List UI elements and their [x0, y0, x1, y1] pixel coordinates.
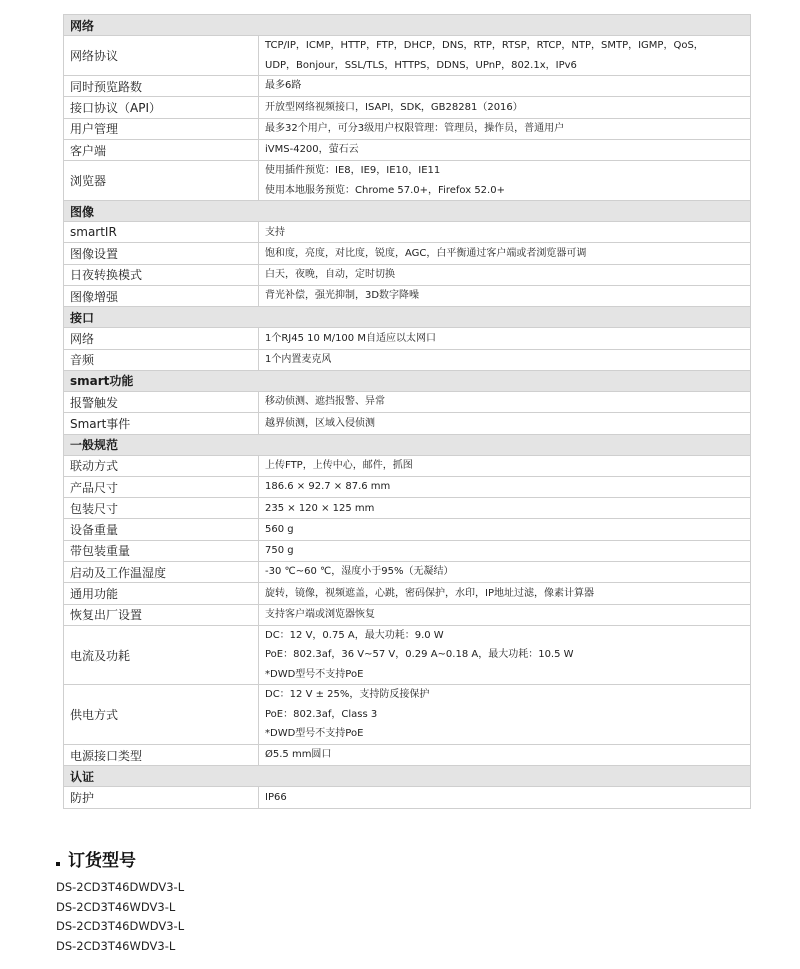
- spec-value-line: 750 g: [265, 545, 294, 557]
- spec-row: [64, 139, 751, 160]
- spec-label: 带包装重量: [64, 540, 259, 561]
- spec-value: [259, 328, 751, 349]
- spec-row: [64, 328, 751, 349]
- section-title: 图像: [64, 201, 751, 222]
- spec-row: [64, 562, 751, 583]
- spec-value-line: *DWD型号不支持PoE: [265, 728, 364, 740]
- spec-label: 供电方式: [64, 685, 259, 745]
- spec-label: smartIR: [64, 222, 259, 243]
- spec-row: [64, 391, 751, 412]
- spec-value-line: 1个RJ45 10 M/100 M自适应以太网口: [265, 332, 436, 344]
- model-item: DS-2CD3T46DWDV3-L: [56, 880, 185, 894]
- model-item: DS-2CD3T46WDV3-L: [56, 938, 176, 953]
- section-title: 网络: [64, 15, 751, 36]
- spec-label: 网络协议: [64, 36, 259, 76]
- spec-value-line: DC：12 V ± 25%，支持防反接保护: [265, 689, 430, 701]
- spec-row: [64, 76, 751, 97]
- spec-value: [259, 519, 751, 540]
- spec-row: [64, 455, 751, 476]
- section-title: 一般规范: [64, 434, 751, 455]
- spec-value-line: 186.6 × 92.7 × 87.6 mm: [265, 481, 391, 493]
- spec-value-line: 白天，夜晚，自动，定时切换: [265, 269, 395, 281]
- spec-value-line: DC：12 V，0.75 A，最大功耗：9.0 W: [265, 629, 444, 641]
- spec-row: [64, 519, 751, 540]
- spec-row: [64, 604, 751, 625]
- section-header-row: [64, 766, 751, 787]
- spec-value-line: 235 × 120 × 125 mm: [265, 502, 375, 514]
- spec-label: 产品尺寸: [64, 476, 259, 497]
- spec-label: 客户端: [64, 139, 259, 160]
- section-header-row: [64, 201, 751, 222]
- spec-label: 日夜转换模式: [64, 264, 259, 285]
- spec-label: 联动方式: [64, 455, 259, 476]
- spec-label: 报警触发: [64, 391, 259, 412]
- spec-value-line: PoE：802.3af，Class 3: [265, 708, 378, 720]
- section-header-row: [64, 434, 751, 455]
- spec-value-line: *DWD型号不支持PoE: [265, 668, 364, 680]
- bullet-icon: [56, 862, 60, 866]
- spec-label: 图像增强: [64, 286, 259, 307]
- section-title: 认证: [64, 766, 751, 787]
- spec-label: 包装尺寸: [64, 498, 259, 519]
- spec-value-line: 开放型网络视频接口，ISAPI，SDK，GB28281（2016）: [265, 101, 523, 113]
- spec-value: [259, 625, 751, 685]
- spec-row: [64, 744, 751, 765]
- spec-value: [259, 391, 751, 412]
- spec-label: 电源接口类型: [64, 744, 259, 765]
- section-header-row: [64, 370, 751, 391]
- spec-label: 启动及工作温湿度: [64, 562, 259, 583]
- spec-value-line: Ø5.5 mm圆口: [265, 749, 332, 761]
- spec-row: [64, 685, 751, 745]
- section-header-row: [64, 307, 751, 328]
- model-list: [56, 878, 184, 956]
- spec-value-line: 支持: [265, 226, 285, 238]
- section-title: smart功能: [64, 370, 751, 391]
- spec-value: [259, 476, 751, 497]
- spec-value-line: 使用本地服务预览：Chrome 57.0+，Firefox 52.0+: [265, 184, 505, 196]
- spec-value: [259, 583, 751, 604]
- spec-value: [259, 139, 751, 160]
- spec-label: 设备重量: [64, 519, 259, 540]
- spec-row: [64, 498, 751, 519]
- spec-row: [64, 161, 751, 201]
- spec-label: 图像设置: [64, 243, 259, 264]
- spec-value: [259, 744, 751, 765]
- spec-row: [64, 787, 751, 808]
- spec-value-line: 背光补偿，强光抑制，3D数字降噪: [265, 290, 420, 302]
- spec-value: [259, 286, 751, 307]
- spec-value-line: PoE：802.3af，36 V~57 V，0.29 A~0.18 A，最大功耗：10.5 W: [265, 649, 574, 661]
- spec-value-line: 最多32个用户，可分3级用户权限管理：管理员，操作员，普通用户: [265, 122, 565, 134]
- spec-row: [64, 286, 751, 307]
- spec-value: [259, 243, 751, 264]
- spec-value: [259, 498, 751, 519]
- spec-value-line: 旋转，镜像，视频遮盖，心跳，密码保护，水印，IP地址过滤，像素计算器: [265, 587, 594, 599]
- spec-value: [259, 455, 751, 476]
- spec-row: [64, 540, 751, 561]
- spec-row: [64, 583, 751, 604]
- spec-value-line: 越界侦测，区域入侵侦测: [265, 417, 375, 429]
- spec-value: [259, 787, 751, 808]
- spec-table: [63, 14, 751, 809]
- spec-label: 恢复出厂设置: [64, 604, 259, 625]
- spec-value: [259, 349, 751, 370]
- spec-value-line: 支持客户端或浏览器恢复: [265, 609, 375, 621]
- order-heading: [56, 848, 184, 874]
- order-section: [56, 848, 184, 956]
- spec-value-line: 饱和度，亮度，对比度，锐度，AGC，白平衡通过客户端或者浏览器可调: [265, 247, 587, 259]
- spec-value-line: 560 g: [265, 523, 294, 535]
- spec-value-line: 1个内置麦克风: [265, 354, 332, 366]
- spec-table-body: [64, 15, 751, 809]
- spec-value: [259, 36, 751, 76]
- order-title: 订货型号: [68, 851, 136, 871]
- spec-value-line: 最多6路: [265, 80, 302, 92]
- spec-row: [64, 413, 751, 434]
- spec-value: [259, 118, 751, 139]
- spec-label: 通用功能: [64, 583, 259, 604]
- model-item: DS-2CD3T46DWDV3-L: [56, 919, 185, 933]
- spec-row: [64, 118, 751, 139]
- spec-row: [64, 222, 751, 243]
- spec-label: Smart事件: [64, 413, 259, 434]
- spec-value-line: IP66: [265, 791, 287, 803]
- spec-value: [259, 222, 751, 243]
- spec-value-line: 上传FTP，上传中心，邮件，抓图: [265, 459, 413, 471]
- spec-value-line: TCP/IP，ICMP，HTTP，FTP，DHCP，DNS，RTP，RTSP，RTCP，NTP，SMTP，IGMP，QoS，: [265, 40, 704, 51]
- spec-row: [64, 36, 751, 76]
- spec-value: [259, 76, 751, 97]
- spec-label: 音频: [64, 349, 259, 370]
- spec-value: [259, 161, 751, 201]
- spec-value-line: 使用插件预览：IE8，IE9，IE10，IE11: [265, 165, 441, 177]
- spec-value: [259, 604, 751, 625]
- spec-row: [64, 97, 751, 118]
- section-header-row: [64, 15, 751, 36]
- spec-label: 浏览器: [64, 161, 259, 201]
- spec-value-line: iVMS-4200，萤石云: [265, 144, 359, 156]
- spec-label: 接口协议（API）: [64, 97, 259, 118]
- spec-value-line: -30 ℃~60 ℃，湿度小于95%（无凝结）: [265, 566, 454, 578]
- spec-value: [259, 413, 751, 434]
- spec-label: 防护: [64, 787, 259, 808]
- spec-row: [64, 625, 751, 685]
- spec-value: [259, 562, 751, 583]
- spec-label: 同时预览路数: [64, 76, 259, 97]
- spec-value: [259, 264, 751, 285]
- spec-label: 电流及功耗: [64, 625, 259, 685]
- spec-value-line: UDP，Bonjour，SSL/TLS，HTTPS，DDNS，UPnP，802.1x，IPv6: [265, 59, 577, 71]
- section-title: 接口: [64, 307, 751, 328]
- spec-value: [259, 685, 751, 745]
- spec-label: 用户管理: [64, 118, 259, 139]
- spec-value: [259, 540, 751, 561]
- spec-row: [64, 476, 751, 497]
- model-item: DS-2CD3T46WDV3-L: [56, 899, 176, 914]
- spec-row: [64, 243, 751, 264]
- spec-label: 网络: [64, 328, 259, 349]
- spec-row: [64, 264, 751, 285]
- spec-value: [259, 97, 751, 118]
- spec-value-line: 移动侦测、遮挡报警、异常: [265, 396, 385, 408]
- spec-row: [64, 349, 751, 370]
